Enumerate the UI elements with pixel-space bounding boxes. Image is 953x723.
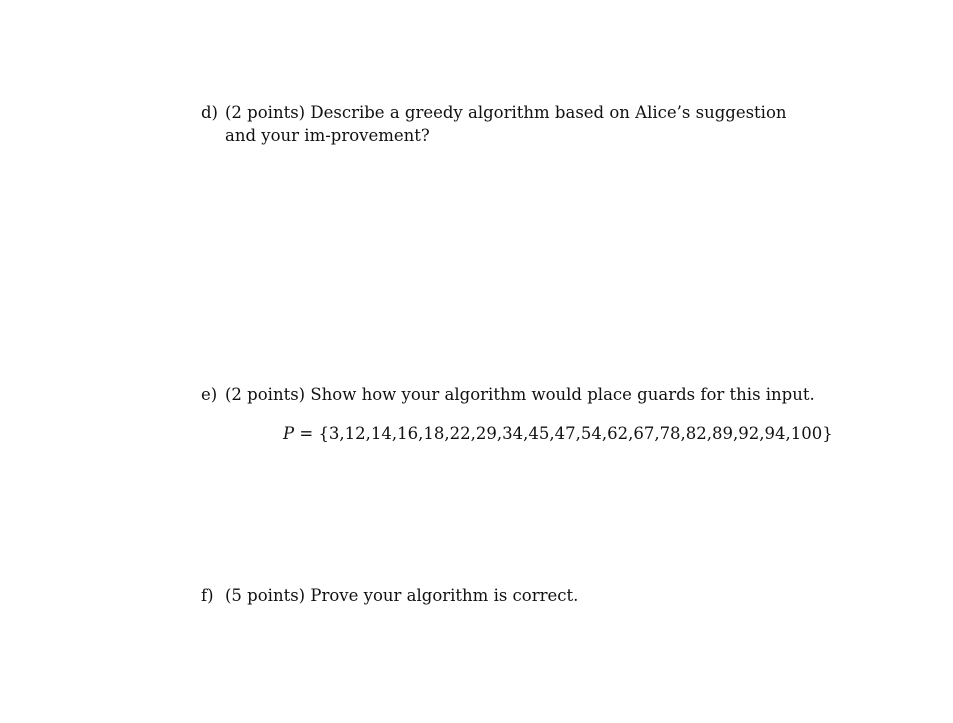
question-f: [201, 584, 821, 607]
question-points: (2 points): [225, 385, 306, 404]
question-text: Describe a greedy algorithm based on Alice’s suggestion and your im-provement?: [225, 103, 787, 145]
question-body: [225, 101, 821, 147]
question-body: [225, 584, 821, 607]
question-points: (2 points): [225, 103, 306, 122]
formula-variable: P: [283, 424, 295, 443]
question-label: e): [201, 385, 218, 404]
formula-set: {3,12,14,16,18,22,29,34,45,47,54,62,67,78,82,89,92,94,100}: [318, 424, 833, 443]
question-body: [225, 383, 821, 406]
question-e: [201, 383, 821, 406]
question-d: [201, 101, 821, 147]
question-text: Show how your algorithm would place guards for this input.: [310, 385, 815, 404]
formula-equals: =: [294, 424, 319, 443]
question-label: f): [201, 586, 214, 605]
input-set-formula: [283, 422, 833, 445]
question-text: Prove your algorithm is correct.: [310, 586, 579, 605]
question-points: (5 points): [225, 586, 306, 605]
question-label: d): [201, 103, 218, 122]
